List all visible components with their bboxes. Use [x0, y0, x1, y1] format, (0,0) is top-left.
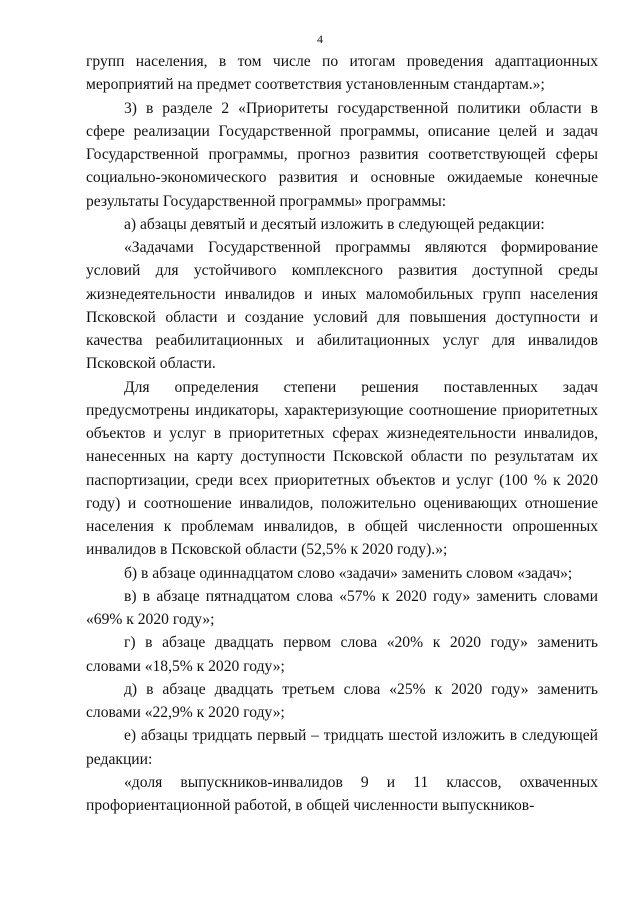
- paragraph-item-v: в) в абзаце пятнадцатом слова «57% к 2020 году» заменить словами «69% к 2020 году»;: [86, 587, 598, 628]
- paragraph-item-a: а) абзацы девятый и десятый изложить в следующей редакции:: [124, 215, 545, 233]
- paragraph-item-b: б) в абзаце одиннадцатом слово «задачи» заменить словом «задач»;: [124, 564, 573, 582]
- paragraph-quoted-graduates: «доля выпускников-инвалидов 9 и 11 классов, охваченных профориентационной работой, в общей численности выпускников-: [86, 773, 598, 814]
- paragraph-continuation: групп населения, в том числе по итогам проведения адаптационных мероприятий на предмет соответствия установленным стандартам.»;: [86, 53, 598, 94]
- page-number: 4: [317, 32, 323, 46]
- paragraph-item-g: г) в абзаце двадцать первом слова «20% к 2020 году» заменить словами «18,5% к 2020 году»;: [86, 634, 598, 675]
- document-body: [86, 50, 598, 817]
- paragraph-item-d: д) в абзаце двадцать третьем слова «25% к 2020 году» заменить словами «22,9% к 2020 году»;: [86, 680, 598, 721]
- paragraph-indicators: Для определения степени решения поставленных задач предусмотрены индикаторы, характеризующие соотношение приоритетных объектов и услуг в приоритетных сферах жизнедеятельности инвалидов, нанесенных на карту доступности Псковской области по результатам их паспортизации, среди всех приоритетных объектов и услуг (100 % к 2020 году) и соотношение инвалидов, положительно оценивающих отношение населения к проблемам инвалидов, в общей численности опрошенных инвалидов в Псковской области (52,5% к 2020 году).»;: [86, 378, 598, 559]
- paragraph-section-3: 3) в разделе 2 «Приоритеты государственной политики области в сфере реализации Государственной программы, описание целей и задач Государственной программы, прогноз развития соответствующей сферы социально-экономического развития и основные ожидаемые конечные результаты Государственной программы» программы:: [86, 99, 598, 210]
- paragraph-quoted-tasks: «Задачами Государственной программы являются формирование условий для устойчивого комплексного развития доступной среды жизнедеятельности инвалидов и иных маломобильных групп населения Псковской области и создание условий для повышения доступности и качества реабилитационных и абилитационных услуг для инвалидов Псковской области.: [86, 239, 598, 373]
- paragraph-item-e: е) абзацы тридцать первый – тридцать шестой изложить в следующей редакции:: [86, 727, 598, 768]
